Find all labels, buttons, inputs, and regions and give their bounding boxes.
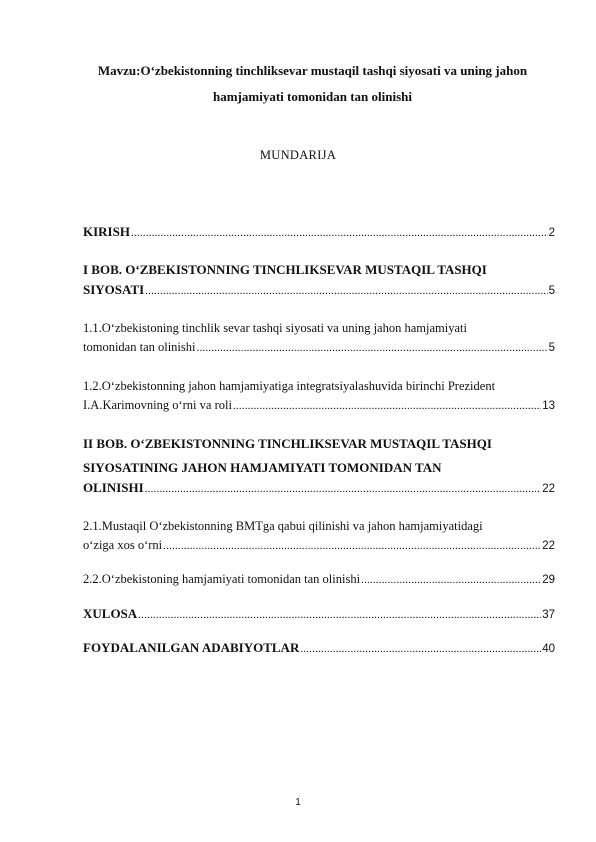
toc-entry-title-line: 2.1.Mustaqil O‘zbekistonning BMTga qabui qilinishi va jahon hamjamiyatidagi [83, 519, 483, 533]
toc-entry-section-1-2[interactable] [83, 374, 555, 422]
toc-entry-kirish[interactable] [83, 224, 555, 248]
page-number: 1 [295, 797, 301, 808]
toc-entry-bob-2[interactable] [83, 432, 555, 504]
contents-heading: MUNDARIJA [259, 148, 337, 162]
toc-entry-bob-1[interactable] [83, 258, 555, 306]
toc-entry-title-line: OLINISHI [83, 480, 144, 495]
toc-entry-title: KIRISH [83, 224, 130, 239]
toc-entry-adabiyotlar[interactable] [83, 640, 555, 664]
toc-entry-section-2-2[interactable] [83, 572, 555, 596]
dot-leader [131, 225, 548, 240]
toc-page-number: 22 [542, 540, 555, 552]
toc-page-number: 5 [548, 285, 555, 297]
toc-page-number: 29 [542, 574, 555, 586]
toc-entry-title-line: I BOB. O‘ZBEKISTONNING TINCHLIKSEVAR MUSTAQIL TASHQI [83, 262, 487, 277]
toc-page-number: 22 [542, 483, 555, 495]
table-of-contents [83, 224, 555, 674]
document-title-line-1: Mavzu:O‘zbekistonning tinchliksevar mustaqil tashqi siyosati va uning jahon [97, 63, 528, 78]
toc-entry-title-line: tomonidan tan olinishi [83, 340, 196, 354]
toc-entry-title-line: SIYOSATI [83, 282, 145, 297]
dot-leader [300, 641, 541, 656]
toc-entry-title-line: II BOB. O‘ZBEKISTONNING TINCHLIKSEVAR MUSTAQIL TASHQI [83, 436, 492, 451]
toc-entry-title-line: o‘ziga xos o‘rni [83, 538, 163, 552]
dot-leader [361, 572, 541, 587]
toc-entry-title: XULOSA [83, 606, 138, 621]
dot-leader [197, 340, 548, 355]
dot-leader [138, 607, 541, 622]
toc-entry-title-line: 1.2.O‘zbekistonning jahon hamjamiyatiga integratsiyalashuvida birinchi Prezident [83, 379, 496, 393]
toc-page-number: 40 [542, 643, 555, 655]
toc-page-number: 2 [548, 227, 555, 239]
toc-page-number: 5 [548, 342, 555, 354]
dot-leader [163, 538, 541, 553]
dot-leader [145, 481, 542, 496]
toc-entry-title: 2.2.O‘zbekistoning hamjamiyati tomonidan tan olinishi [83, 572, 361, 586]
toc-entry-section-2-1[interactable] [83, 514, 555, 562]
dot-leader [145, 283, 547, 298]
toc-entry-title-line: SIYOSATINING JAHON HAMJAMIYATI TOMONIDAN TAN [83, 460, 442, 475]
toc-page-number: 13 [542, 400, 555, 412]
toc-entry-title-line: I.A.Karimovning o‘rni va roli [83, 398, 232, 412]
toc-entry-xulosa[interactable] [83, 606, 555, 630]
toc-page-number: 37 [542, 609, 555, 621]
toc-entry-section-1-1[interactable] [83, 316, 555, 364]
document-title-line-2: hamjamiyati tomonidan tan olinishi [212, 89, 412, 104]
toc-entry-title: FOYDALANILGAN ADABIYOTLAR [83, 640, 300, 655]
toc-entry-title-line: 1.1.O‘zbekistoning tinchlik sevar tashqi siyosati va uning jahon hamjamiyati [83, 321, 467, 335]
dot-leader [233, 398, 541, 413]
